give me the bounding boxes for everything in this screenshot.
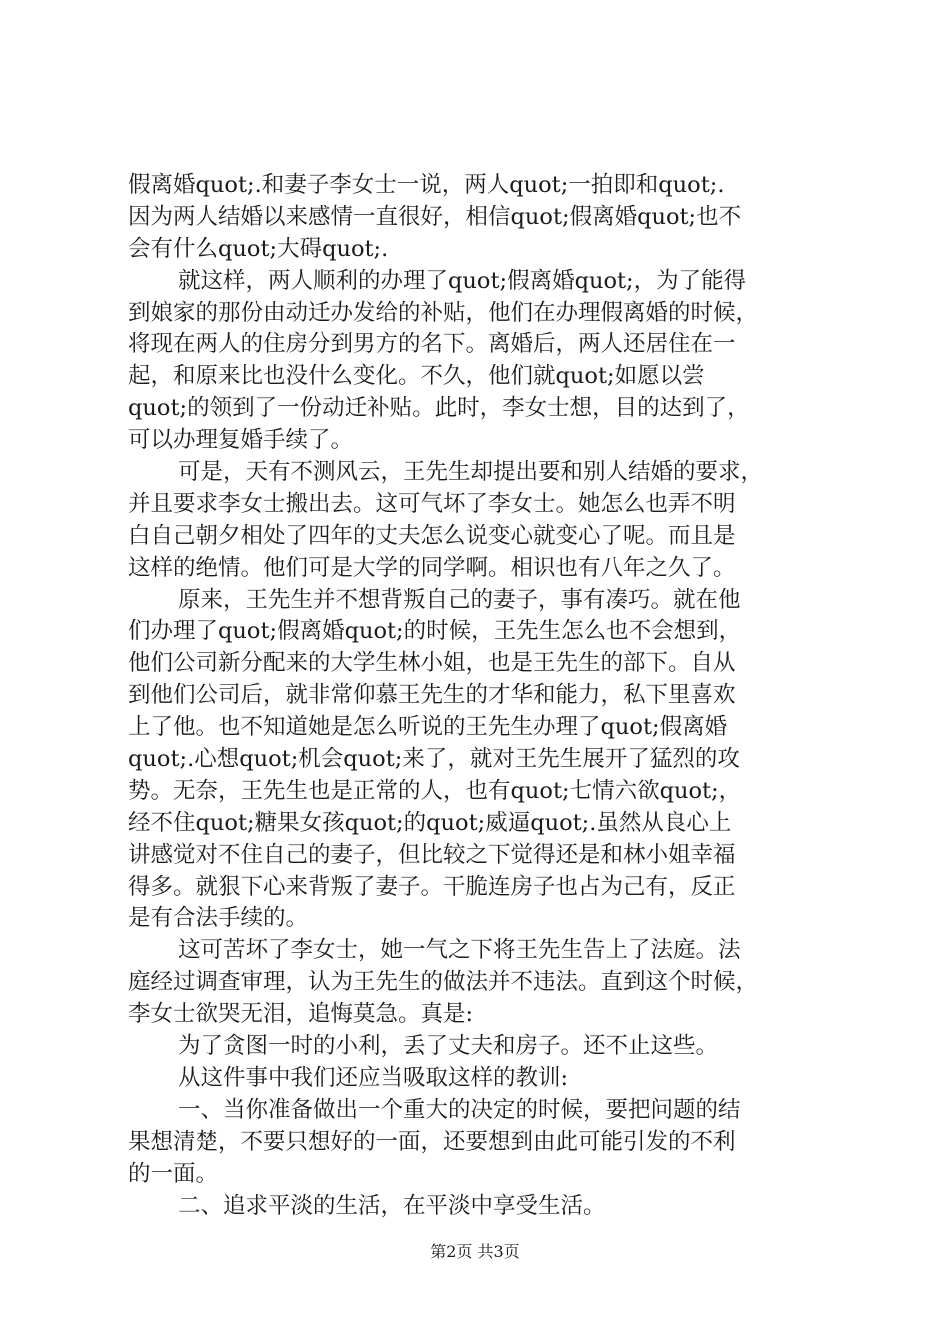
text-line: quot;的领到了一份动迁补贴。此时，李女士想，目的达到了，	[128, 395, 750, 422]
text-line: 们办理了quot;假离婚quot;的时候，王先生怎么也不会想到，	[128, 618, 742, 645]
text-line: 原来，王先生并不想背叛自己的妻子，事有凑巧。就在他	[178, 586, 741, 613]
text-line: 这样的绝情。他们可是大学的同学啊。相识也有八年之久了。	[128, 554, 736, 581]
text-line: 并且要求李女士搬出去。这可气坏了李女士。她怎么也弄不明	[128, 490, 736, 517]
text-line: 可是，天有不测风云，王先生却提出要和别人结婚的要求，	[178, 459, 764, 486]
text-line: 这可苦坏了李女士，她一气之下将王先生告上了法庭。法	[178, 937, 741, 964]
text-line: 势。无奈，王先生也是正常的人，也有quot;七情六欲quot;，	[128, 777, 742, 804]
text-line: 经不住quot;糖果女孩quot;的quot;威逼quot;.虽然从良心上	[128, 809, 732, 836]
text-line: 将现在两人的住房分到男方的名下。离婚后，两人还居住在一	[128, 331, 736, 358]
text-line: 得多。就狠下心来背叛了妻子。干脆连房子也占为己有，反正	[128, 873, 736, 900]
text-line: 到他们公司后，就非常仰慕王先生的才华和能力，私下里喜欢	[128, 682, 736, 709]
text-line: 是有合法手续的。	[128, 905, 309, 932]
text-line: 白自己朝夕相处了四年的丈夫怎么说变心就变心了呢。而且是	[128, 522, 736, 549]
body-text	[128, 170, 832, 1222]
text-line: quot;.心想quot;机会quot;来了，就对王先生展开了猛烈的攻	[128, 746, 740, 773]
text-line: 庭经过调查审理，认为王先生的做法并不违法。直到这个时候，	[128, 969, 759, 996]
text-line: 讲感觉对不住自己的妻子，但比较之下觉得还是和林小姐幸福	[128, 841, 736, 868]
text-line: 的一面。	[128, 1160, 219, 1187]
text-line: 假离婚quot;.和妻子李女士一说，两人quot;一拍即和quot;.	[128, 172, 725, 198]
text-line: 二、追求平淡的生活，在平淡中享受生活。	[178, 1192, 606, 1219]
text-line: 李女士欲哭无泪，追悔莫急。真是:	[128, 1001, 474, 1028]
text-line: 可以办理复婚手续了。	[128, 427, 354, 454]
text-line: 从这件事中我们还应当吸取这样的教训:	[178, 1064, 569, 1091]
text-line: 果想清楚，不要只想好的一面，还要想到由此可能引发的不利	[128, 1128, 736, 1155]
text-line: 就这样，两人顺利的办理了quot;假离婚quot;，为了能得	[178, 267, 747, 294]
text-line: 因为两人结婚以来感情一直很好，相信quot;假离婚quot;也不	[128, 203, 742, 230]
text-line: 他们公司新分配来的大学生林小姐，也是王先生的部下。自从	[128, 650, 736, 677]
text-line: 上了他。也不知道她是怎么听说的王先生办理了quot;假离婚	[128, 714, 728, 741]
text-line: 会有什么quot;大碍quot;.	[128, 235, 389, 262]
text-line: 一、当你准备做出一个重大的决定的时候，要把问题的结	[178, 1096, 741, 1123]
text-line: 起，和原来比也没什么变化。不久，他们就quot;如愿以尝	[128, 363, 705, 390]
text-line: 为了贪图一时的小利，丢了丈夫和房子。还不止这些。	[178, 1033, 719, 1060]
page-footer: 第2页 共3页	[430, 1242, 520, 1261]
text-line: 到娘家的那份由动迁办发给的补贴，他们在办理假离婚的时候，	[128, 299, 759, 326]
